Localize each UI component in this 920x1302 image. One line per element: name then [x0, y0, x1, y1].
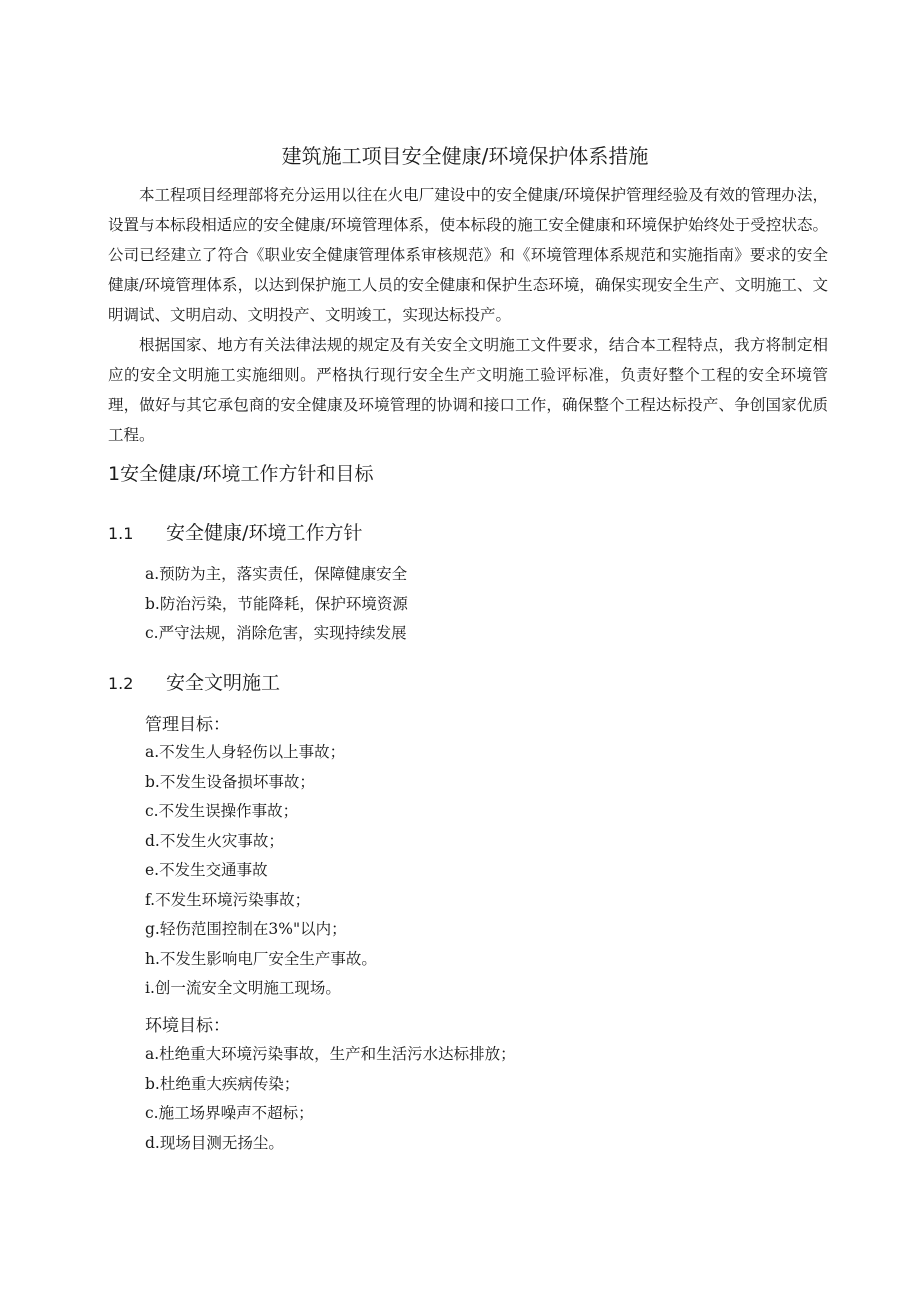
document-title: 建筑施工项目安全健康/环境保护体系措施 [281, 144, 649, 168]
intro-paragraph: 根据国家、地方有关法律法规的规定及有关安全文明施工文件要求，结合本工程特点，我方将制定相应的安全文明施工实施细则。严格执行现行安全生产文明施工验评标准，负责好整个工程的安全环境管理，做好与其它承包商的安全健康及环境管理的协调和接口工作，确保整个工程达标投产、争创国家优质工程。 [108, 336, 828, 444]
list-item: e.不发生交通事故 [145, 861, 268, 879]
list-item: d.现场目测无扬尘。 [145, 1133, 284, 1152]
list-item: b.杜绝重大疾病传染； [145, 1074, 300, 1093]
list-item: a.杜绝重大环境污染事故，生产和生活污水达标排放； [145, 1045, 516, 1063]
list-item: a.预防为主，落实责任，保障健康安全 [145, 565, 408, 583]
policy-list [145, 560, 408, 649]
section-1-heading: 1安全健康/环境工作方针和目标 [108, 463, 374, 485]
list-item: c.不发生误操作事故； [145, 802, 299, 820]
section-1-1-heading [108, 520, 362, 547]
section-number: 1.1 [108, 524, 134, 543]
section-title: 安全健康/环境工作方针 [166, 522, 363, 544]
management-goals-label: 管理目标： [145, 715, 230, 735]
section-title: 安全文明施工 [166, 672, 281, 694]
intro-paragraph: 本工程项目经理部将充分运用以往在火电厂建设中的安全健康/环境保护管理经验及有效的管理办法，设置与本标段相适应的安全健康/环境管理体系，使本标段的施工安全健康和环境保护始终处于受控状态。公司已经建立了符合《职业安全健康管理体系审核规范》和《环境管理体系规范和实施指南》要求的安全健康/环境管理体系，以达到保护施工人员的安全健康和保护生态环境，确保实现安全生产、文明施工、文明调试、文明启动、文明投产、文明竣工，实现达标投产。 [108, 186, 828, 324]
list-item: b.防治污染，节能降耗，保护环境资源 [145, 594, 408, 613]
environment-goals-list [145, 1040, 516, 1158]
list-item: f.不发生环境污染事故； [145, 890, 311, 909]
list-item: c.严守法规，消除危害，实现持续发展 [145, 624, 407, 642]
list-item: b.不发生设备损坏事故； [145, 772, 315, 791]
list-item: d.不发生火灾事故； [145, 831, 284, 850]
section-number: 1.2 [108, 674, 134, 693]
list-item: h.不发生影响电厂安全生产事故。 [145, 949, 377, 968]
management-goals-list [145, 738, 377, 1004]
list-item: a.不发生人身轻伤以上事故； [145, 743, 346, 761]
list-item: g.轻伤范围控制在3%"以内； [145, 920, 347, 938]
intro-paragraphs [108, 180, 828, 450]
environment-goals-label: 环境目标： [145, 1016, 230, 1036]
section-1-2-heading [108, 670, 280, 697]
list-item: i.创一流安全文明施工现场。 [145, 979, 341, 997]
list-item: c.施工场界噪声不超标； [145, 1104, 314, 1122]
